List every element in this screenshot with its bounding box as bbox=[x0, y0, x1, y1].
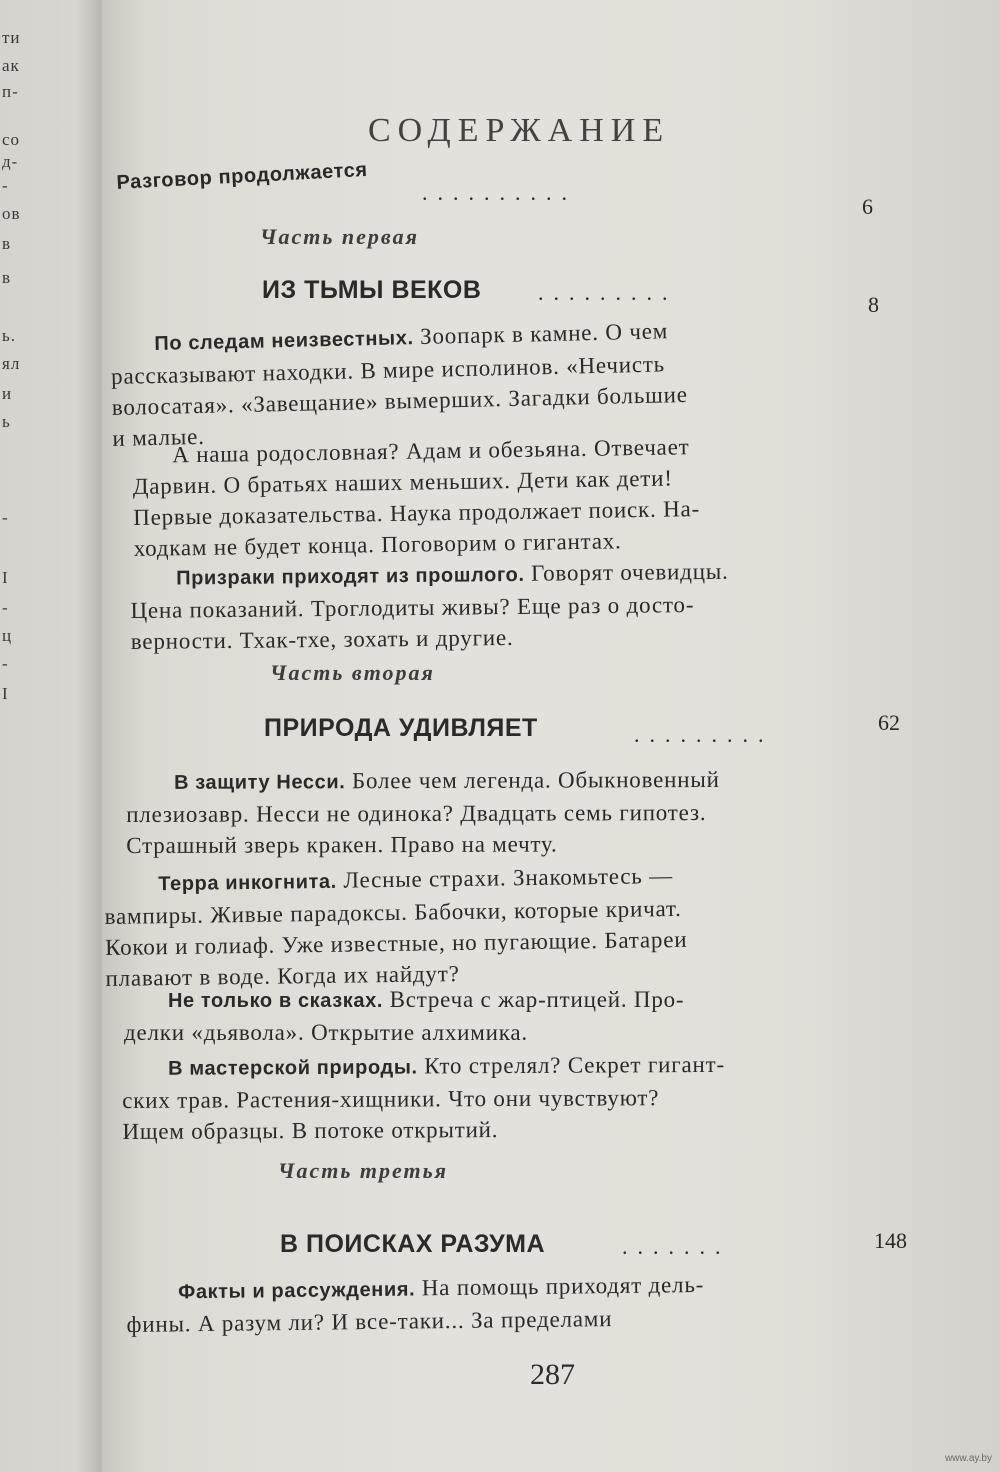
part-label: Часть третья bbox=[278, 1158, 448, 1183]
toc-line: делки «дьявола». Открытие алхимика. bbox=[124, 1020, 528, 1045]
toc-line: ских трав. Растения-хищники. Что они чувствуют? bbox=[122, 1085, 660, 1113]
left-page-fragment: ь bbox=[2, 412, 11, 431]
part-label: Часть первая bbox=[260, 224, 419, 249]
toc-paragraph-lead: Не только в сказках. bbox=[168, 990, 383, 1012]
contents-page bbox=[102, 0, 1000, 1472]
toc-paragraph-lead: Факты и рассуждения. bbox=[178, 1278, 416, 1304]
left-page-fragment: I bbox=[2, 684, 9, 703]
toc-page-number: 8 bbox=[868, 292, 879, 317]
toc-entry-title: Разговор продолжается bbox=[116, 158, 369, 194]
toc-line: плезиозавр. Несси не одинока? Двадцать семь гипотез. bbox=[126, 799, 707, 827]
toc-leader-dots: ......... bbox=[634, 722, 774, 747]
toc-line: рассказывают находки. В мире исполинов. «Нечисть bbox=[110, 351, 666, 389]
toc-page-number: 62 bbox=[878, 710, 900, 735]
left-page-fragment: ти bbox=[2, 28, 21, 47]
toc-line: фины. А разум ли? И все-таки... За пределами bbox=[126, 1306, 613, 1337]
toc-leader-dots: .......... bbox=[422, 180, 577, 205]
toc-paragraph bbox=[122, 1048, 834, 1147]
left-page-fragment: и bbox=[2, 384, 13, 403]
toc-line: А наша родословная? Адам и обезьяна. Отвечает bbox=[172, 434, 690, 468]
left-facing-page bbox=[0, 0, 108, 1472]
section-heading: ИЗ ТЬМЫ ВЕКОВ bbox=[262, 276, 482, 304]
toc-paragraph-lead: В защиту Несси. bbox=[174, 771, 346, 794]
toc-line: Лесные страхи. Знакомьтесь — bbox=[343, 863, 674, 893]
toc-paragraph-lead: Призраки приходят из прошлого. bbox=[176, 563, 525, 590]
left-page-fragment: д- bbox=[2, 152, 19, 171]
toc-line: волосатая». «Завещание» вымерших. Загадки большие bbox=[111, 381, 688, 420]
left-page-fragment: ов bbox=[2, 204, 21, 223]
left-page-fragment: со bbox=[2, 130, 21, 149]
toc-line: Говорят очевидцы. bbox=[530, 558, 729, 586]
toc-paragraph bbox=[132, 429, 819, 564]
toc-leader-dots: ....... bbox=[622, 1234, 731, 1259]
toc-line: верности. Тхак-тхе, зохать и другие. bbox=[130, 624, 514, 654]
toc-line: Кокои и голиаф. Уже известные, но пугающие. Батареи bbox=[104, 926, 688, 960]
left-page-fragment: в bbox=[2, 234, 12, 253]
toc-paragraph-lead: Терра инкогнита. bbox=[158, 870, 337, 896]
left-page-fragment: ак bbox=[2, 56, 20, 75]
left-page-fragment: ь. bbox=[2, 326, 17, 345]
left-page-fragment: I bbox=[2, 568, 9, 587]
toc-line: вампиры. Живые парадоксы. Бабочки, которые кричат. bbox=[104, 895, 682, 929]
toc-line: Страшный зверь кракен. Право на мечту. bbox=[126, 831, 558, 858]
page-number: 287 bbox=[530, 1358, 575, 1391]
left-page-fragment: - bbox=[2, 654, 9, 673]
left-page-fragment: - bbox=[2, 508, 9, 527]
toc-paragraph bbox=[124, 984, 824, 1048]
toc-page-number: 6 bbox=[862, 194, 873, 219]
toc-line: и малые. bbox=[112, 423, 205, 451]
watermark: www.ay.by bbox=[944, 1453, 992, 1464]
toc-paragraph bbox=[126, 1267, 841, 1340]
toc-line: Дарвин. О братьях наших меньших. Дети как дети! bbox=[132, 465, 673, 499]
toc-line: Кто стрелял? Секрет гигант- bbox=[424, 1051, 725, 1079]
toc-line: Зоопарк в камне. О чем bbox=[419, 318, 669, 349]
toc-line: ходкам не будет конца. Поговорим о гигантах. bbox=[133, 528, 622, 561]
toc-paragraph-lead: По следам неизвестных. bbox=[154, 327, 414, 355]
toc-line: Цена показаний. Троглодиты живы? Еще раз о досто- bbox=[130, 592, 695, 623]
toc-entry-preface bbox=[116, 159, 368, 195]
left-page-fragment: в bbox=[2, 268, 12, 287]
toc-line: Более чем легенда. Обыкновенный bbox=[351, 766, 720, 794]
left-page-fragment: п- bbox=[2, 82, 19, 101]
left-page-fragment: ял bbox=[2, 354, 21, 373]
toc-leader-dots: ......... bbox=[538, 280, 678, 305]
toc-page-number: 148 bbox=[874, 1228, 907, 1253]
page-title: СОДЕРЖАНИЕ bbox=[368, 112, 671, 149]
toc-line: Ищем образцы. В потоке открытий. bbox=[122, 1117, 499, 1144]
left-page-fragment: - bbox=[2, 176, 9, 195]
toc-paragraph bbox=[126, 764, 832, 861]
toc-paragraph bbox=[130, 555, 829, 657]
left-page-fragment: ц bbox=[2, 626, 13, 645]
section-heading: ПРИРОДА УДИВЛЯЕТ bbox=[264, 714, 538, 742]
toc-paragraph bbox=[104, 858, 834, 994]
toc-line: плавают в воде. Когда их найдут? bbox=[105, 961, 460, 991]
toc-line: Встреча с жар-птицей. Про- bbox=[389, 987, 685, 1012]
toc-paragraph-lead: В мастерской природы. bbox=[168, 1056, 418, 1080]
part-label: Часть вторая bbox=[270, 660, 435, 685]
left-page-fragment: - bbox=[2, 598, 9, 617]
toc-line: На помощь приходят дель- bbox=[421, 1271, 705, 1301]
section-heading: В ПОИСКАХ РАЗУМА bbox=[280, 1230, 546, 1258]
toc-line: Первые доказательства. Наука продолжает поиск. На- bbox=[133, 496, 701, 530]
